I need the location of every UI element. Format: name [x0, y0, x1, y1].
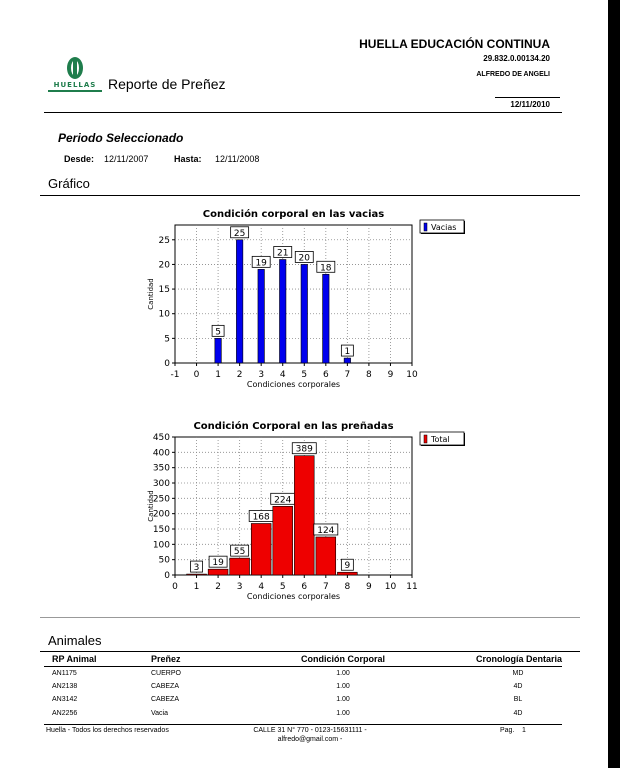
y-tick-label: 50	[158, 555, 170, 566]
column-header-rp-animal: RP Animal	[52, 654, 97, 664]
y-tick-label: 0	[164, 571, 170, 581]
cell-condicion: 1.00	[336, 670, 350, 677]
y-axis-label: Cantidad	[147, 490, 155, 522]
period-from-label: Desde:	[64, 154, 95, 164]
legend-swatch	[424, 223, 427, 231]
cell-prenez: CUERPO	[151, 670, 181, 677]
bar	[279, 260, 285, 364]
footer-page-number: 1	[522, 727, 526, 734]
footer-email: alfredo@gmail.com -	[277, 736, 343, 743]
x-axis-label: Condiciones corporales	[246, 380, 341, 389]
chart-section-divider	[40, 195, 580, 196]
x-tick-label: 6	[301, 582, 308, 592]
bar	[344, 358, 350, 363]
x-tick-label: 3	[258, 370, 265, 380]
y-tick-label: 300	[152, 479, 170, 489]
data-label: 5	[215, 327, 221, 338]
footer-divider	[44, 724, 562, 725]
x-tick-label: 7	[322, 582, 329, 592]
company-code: 29.832.0.00134.20	[483, 54, 550, 63]
legend-label: Total	[431, 435, 450, 444]
bar	[294, 456, 314, 575]
x-tick-label: -1	[170, 370, 180, 380]
bar	[258, 269, 264, 363]
chart-prenadas	[130, 412, 470, 607]
bar	[301, 264, 307, 363]
cell-rp-animal: AN3142	[52, 696, 78, 703]
data-label: 124	[317, 525, 335, 536]
cell-cronologia: MD	[512, 670, 524, 677]
period-to-label: Hasta:	[174, 154, 202, 164]
period-to-value: 12/11/2008	[215, 154, 260, 164]
date-divider	[495, 97, 560, 98]
x-tick-label: 0	[172, 582, 178, 592]
plot-area	[175, 437, 412, 575]
data-label: 9	[344, 561, 351, 572]
y-tick-label: 400	[152, 448, 170, 459]
y-tick-label: 10	[158, 309, 170, 320]
x-tick-label: 2	[236, 370, 243, 380]
column-header-prenez: Preñez	[151, 654, 181, 664]
y-tick-label: 150	[152, 525, 170, 535]
x-tick-label: 1	[193, 582, 200, 592]
animals-section-title: Animales	[48, 633, 102, 648]
report-title: Reporte de Preñez	[108, 76, 226, 92]
y-axis-label: Cantidad	[147, 278, 155, 310]
data-label: 168	[252, 512, 270, 523]
data-label: 224	[274, 495, 292, 506]
x-tick-label: 4	[258, 582, 265, 592]
cell-prenez: CABEZA	[151, 696, 180, 703]
x-tick-label: 9	[387, 370, 394, 380]
table-header-divider	[44, 666, 562, 667]
logo-text: HUELLAS	[53, 81, 97, 89]
chart-section-end-divider	[40, 617, 580, 618]
cell-cronologia: BL	[513, 696, 523, 703]
bar	[215, 338, 221, 363]
y-tick-label: 350	[152, 463, 170, 474]
x-axis-label: Condiciones corporales	[246, 592, 341, 601]
data-label: 19	[212, 558, 224, 569]
x-tick-label: 5	[301, 370, 308, 380]
bar	[316, 537, 336, 575]
header-divider	[44, 112, 562, 113]
cell-rp-animal: AN2138	[52, 683, 78, 690]
data-label: 55	[233, 547, 246, 558]
x-tick-label: 6	[322, 370, 329, 380]
y-tick-label: 20	[158, 260, 170, 271]
bar	[187, 574, 207, 575]
cell-condicion: 1.00	[336, 696, 350, 703]
report-date: 12/11/2010	[510, 100, 550, 109]
legend-label: Vacias	[431, 223, 457, 232]
x-tick-label: 10	[406, 370, 418, 380]
bar	[273, 506, 293, 575]
footer-address: CALLE 31 N° 770 - 0123-15631111 -	[253, 727, 367, 734]
y-tick-label: 450	[152, 433, 170, 443]
company-name: HUELLA EDUCACIÓN CONTINUA	[359, 37, 550, 51]
column-header-cronologia: Cronología Dentaria	[475, 654, 562, 664]
data-label: 20	[298, 253, 310, 264]
huella-logo-icon	[44, 56, 106, 98]
data-label: 21	[277, 248, 289, 259]
legend-swatch	[424, 435, 427, 443]
data-label: 25	[233, 228, 246, 239]
y-tick-label: 0	[164, 359, 170, 369]
animals-section-divider	[40, 651, 580, 652]
cell-condicion: 1.00	[336, 683, 350, 690]
x-tick-label: 7	[344, 370, 351, 380]
cell-cronologia: 4D	[513, 710, 523, 717]
data-label: 389	[295, 444, 313, 455]
x-tick-label: 8	[366, 370, 372, 380]
x-tick-label: 11	[406, 582, 418, 592]
data-label: 19	[255, 258, 267, 269]
x-tick-label: 3	[236, 582, 243, 592]
bar	[337, 572, 357, 575]
x-tick-label: 8	[344, 582, 351, 592]
chart-title: Condición corporal en las vacias	[202, 209, 385, 220]
bar	[236, 240, 242, 363]
x-tick-label: 2	[215, 582, 221, 592]
data-label: 18	[320, 263, 332, 274]
chart-vacias	[130, 200, 470, 395]
cell-prenez: CABEZA	[151, 683, 180, 690]
data-label: 1	[344, 347, 351, 358]
footer-copyright: Huella - Todos los derechos reservados	[46, 727, 169, 734]
x-tick-label: 10	[384, 582, 397, 592]
y-tick-label: 100	[152, 540, 170, 551]
data-label: 3	[193, 563, 200, 574]
x-tick-label: 5	[279, 582, 286, 592]
period-title: Periodo Seleccionado	[58, 131, 184, 145]
y-tick-label: 250	[152, 494, 170, 505]
y-tick-label: 5	[164, 334, 170, 345]
chart-section-title: Gráfico	[48, 176, 90, 191]
plot-area	[175, 225, 412, 363]
y-tick-label: 200	[152, 509, 170, 520]
y-tick-label: 25	[158, 235, 170, 246]
bar	[230, 558, 250, 575]
cell-rp-animal: AN2256	[52, 710, 78, 717]
column-header-condicion: Condición Corporal	[301, 654, 385, 664]
x-tick-label: 1	[215, 370, 221, 380]
cell-cronologia: 4D	[513, 683, 523, 690]
x-tick-label: 4	[279, 370, 286, 380]
x-tick-label: 0	[193, 370, 200, 380]
footer-page-label: Pag.	[500, 727, 515, 734]
bar	[251, 523, 271, 575]
cell-condicion: 1.00	[336, 710, 350, 717]
cell-prenez: Vacia	[151, 710, 168, 717]
y-tick-label: 15	[158, 285, 170, 296]
period-from-value: 12/11/2007	[104, 154, 149, 164]
bar	[323, 274, 329, 363]
cell-rp-animal: AN1175	[52, 670, 77, 677]
x-tick-label: 9	[366, 582, 372, 592]
bar	[208, 569, 228, 575]
chart-title: Condición Corporal en las preñadas	[193, 421, 394, 432]
user-name: ALFREDO DE ANGELI	[476, 71, 550, 78]
